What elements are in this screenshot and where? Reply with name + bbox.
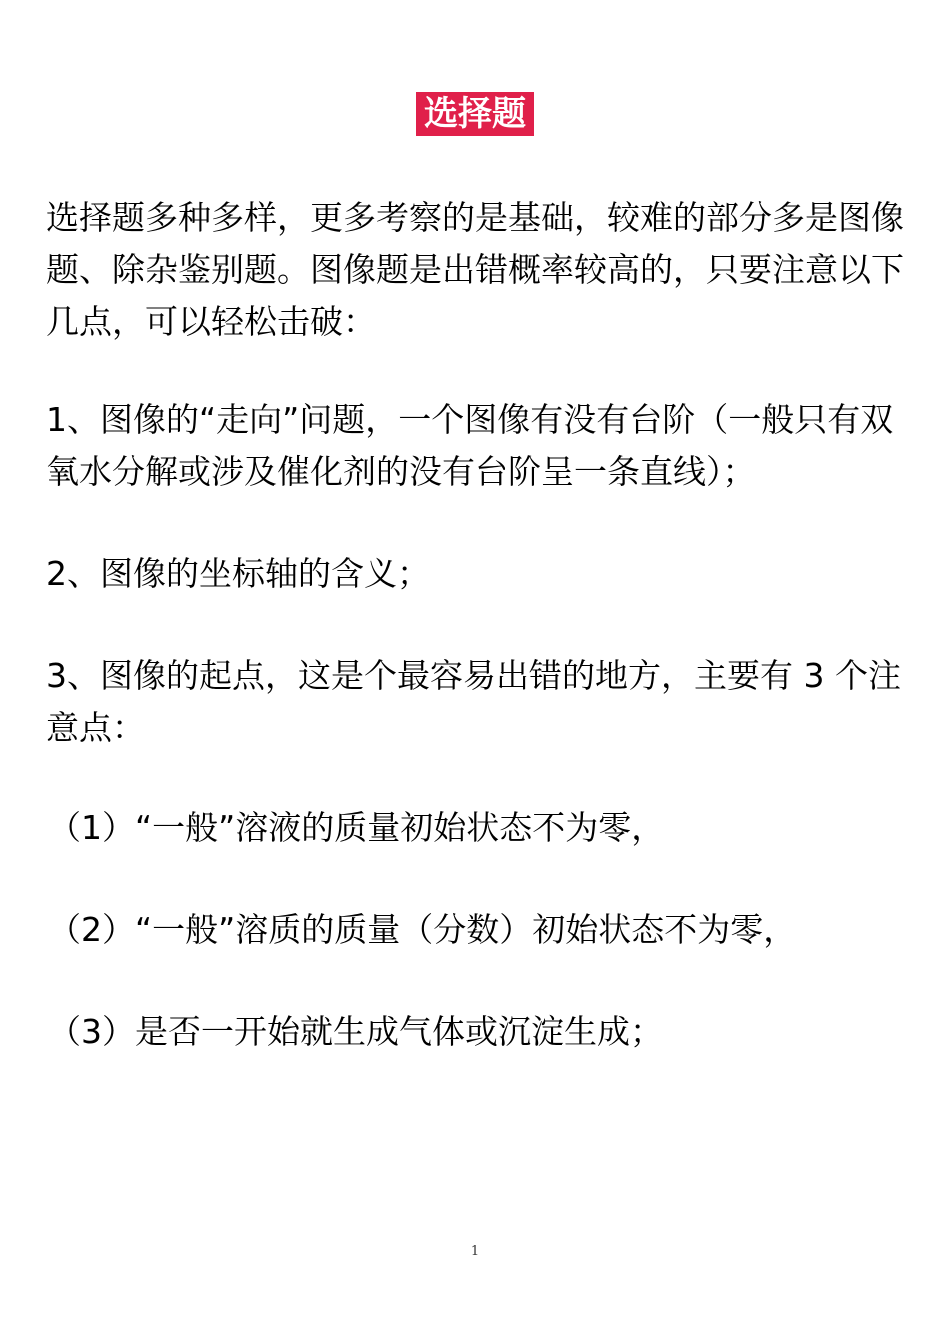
point-3: 3、图像的起点，这是个最容易出错的地方，主要有 3 个注意点： <box>46 656 901 747</box>
page-number: 1 <box>470 1244 480 1259</box>
title-container <box>0 92 950 136</box>
point-2: 2、图像的坐标轴的含义； <box>46 554 430 593</box>
sub-point-1: （1）“一般”溶液的质量初始状态不为零， <box>48 808 665 847</box>
sub-point-3: （3）是否一开始就生成气体或沉淀生成； <box>48 1012 663 1051</box>
point-1: 1、图像的“走向”问题，一个图像有没有台阶（一般只有双氧水分解或涉及催化剂的没有台阶呈一条直线）； <box>46 400 894 491</box>
intro-paragraph: 选择题多种多样，更多考察的是基础，较难的部分多是图像题、除杂鉴别题。图像题是出错概率较高的，只要注意以下几点，可以轻松击破： <box>46 198 904 341</box>
sub-point-2: （2）“一般”溶质的质量（分数）初始状态不为零， <box>48 910 797 949</box>
page-title: 选择题 <box>416 92 534 136</box>
